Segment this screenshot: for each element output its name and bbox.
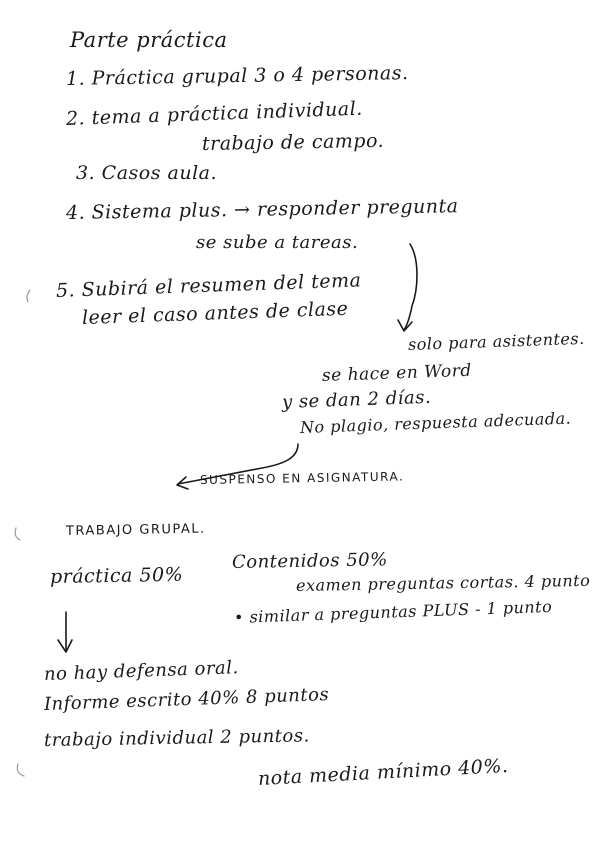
curved-arrow-down-icon bbox=[398, 244, 417, 331]
item-5-detail: leer el caso antes de clase bbox=[81, 297, 349, 329]
contenidos-percentage: Contenidos 50% bbox=[231, 549, 388, 573]
note-word: se hace en Word bbox=[321, 360, 472, 386]
examen-line: examen preguntas cortas. 4 punto bbox=[295, 570, 591, 595]
informe-line: Informe escrito 40% 8 puntos bbox=[43, 684, 330, 715]
nota-media-line: nota media mínimo 40%. bbox=[257, 754, 509, 790]
arrow-down-icon bbox=[58, 612, 72, 652]
defensa-line: no hay defensa oral. bbox=[43, 657, 240, 685]
margin-tick-icon bbox=[27, 290, 30, 302]
trabajo-grupal-heading: TRABAJO GRUPAL. bbox=[65, 521, 206, 539]
notes-title: Parte práctica bbox=[70, 28, 228, 52]
margin-tick-icon bbox=[15, 528, 20, 540]
item-5: 5. Subirá el resumen del tema bbox=[55, 269, 362, 302]
item-2: 2. tema a práctica individual. bbox=[65, 97, 364, 130]
item-1: 1. Práctica grupal 3 o 4 personas. bbox=[65, 62, 409, 90]
individual-line: trabajo individual 2 puntos. bbox=[43, 725, 310, 751]
margin-tick-icon bbox=[17, 764, 24, 776]
suspenso-label: SUSPENSO EN ASIGNATURA. bbox=[199, 469, 405, 487]
note-dias: y se dan 2 días. bbox=[281, 386, 432, 413]
note-asistentes: solo para asistentes. bbox=[407, 328, 585, 354]
similar-plus-line: • similar a preguntas PLUS - 1 punto bbox=[233, 596, 553, 627]
item-3: 3. Casos aula. bbox=[76, 162, 218, 184]
note-plagio: No plagio, respuesta adecuada. bbox=[299, 408, 572, 437]
practica-percentage: práctica 50% bbox=[49, 563, 184, 588]
item-4-detail: se sube a tareas. bbox=[196, 232, 359, 253]
item-4: 4. Sistema plus. → responder pregunta bbox=[65, 195, 459, 224]
item-2-detail: trabajo de campo. bbox=[201, 129, 385, 155]
